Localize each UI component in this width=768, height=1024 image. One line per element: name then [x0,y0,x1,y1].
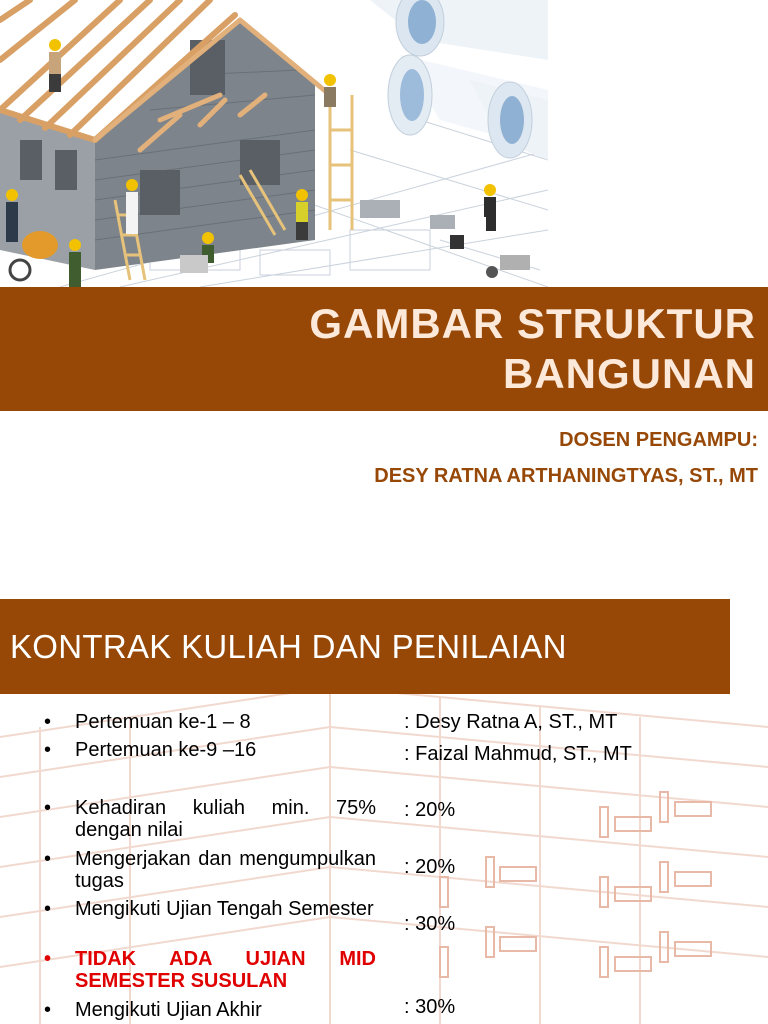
section-title: KONTRAK KULIAH DAN PENILAIAN [10,627,567,665]
slide-title-line-1: GAMBAR STRUKTUR [309,300,756,347]
item-text: Pertemuan ke-1 – 8 [75,711,251,733]
bullet-icon: • [44,948,52,970]
lecturer-block [374,422,758,494]
item-value: : 30% [404,996,456,1018]
item-text-highlight: TIDAK ADA UJIAN MID SEMESTER SUSULAN [75,948,376,992]
bullet-icon: • [44,999,52,1021]
item-value: : 20% [404,856,456,878]
item-text: Pertemuan ke-9 –16 [75,739,257,761]
hero-illustration [0,0,548,287]
title-band [0,287,768,411]
contract-slide [0,577,768,1024]
blueprint-rolls [370,0,548,160]
item-value: : Desy Ratna A, ST., MT [404,711,618,733]
item-value: : 20% [404,799,456,821]
lecturer-name: DESY RATNA ARTHANINGTYAS, ST., MT [374,465,758,487]
bullet-icon: • [44,848,52,870]
bullet-icon: • [44,797,52,819]
item-text: Mengerjakan dan mengumpulkan tugas [75,848,376,892]
bullet-icon: • [44,711,52,733]
item-text: Mengikuti Ujian Tengah Semester [75,898,374,920]
assessment-list [0,577,768,1024]
lecturer-label: DOSEN PENGAMPU: [559,429,758,451]
bullet-icon: • [44,898,52,920]
item-value: : Faizal Mahmud, ST., MT [404,743,632,765]
item-text: Kehadiran kuliah min. 75% dengan nilai [75,797,376,841]
slide-title-line-2: BANGUNAN [503,350,756,397]
house-construction-illustration [0,0,548,287]
item-text: Mengikuti Ujian Akhir [75,999,262,1021]
item-value: : 30% [404,913,456,935]
bullet-icon: • [44,739,52,761]
